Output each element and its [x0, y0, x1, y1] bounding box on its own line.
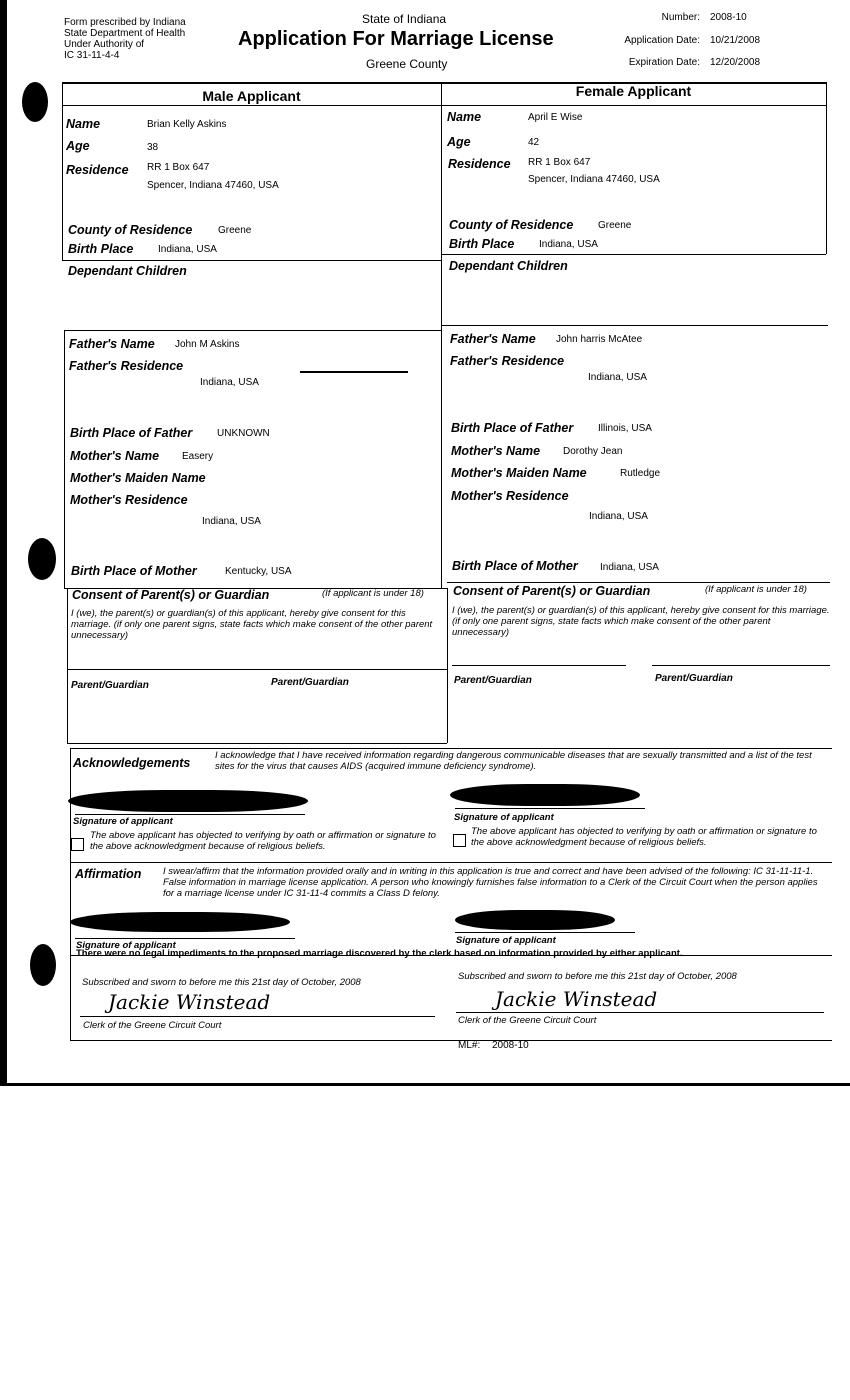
acknowledgements-text: I acknowledge that I have received information regarding dangerous communicable diseases that are sexually transmitted and a list of the test sites for the virus that causes AIDS (acquired immune deficiency syndrome).: [215, 750, 812, 772]
female-parent-guardian-label-2: Parent/Guardian: [655, 673, 733, 684]
male-consent-heading: Consent of Parent(s) or Guardian: [72, 588, 270, 602]
punch-hole-middle: [28, 538, 56, 580]
prescribed-by: [64, 17, 186, 61]
male-consent-text: I (we), the parent(s) or guardian(s) of this applicant, hereby give consent for this marriage. (if only one parent signs, state facts which make consent of the other parent unnecessary): [71, 608, 433, 641]
female-birth-place-father-label: Birth Place of Father: [451, 421, 574, 435]
page-bottom-rule: [0, 1083, 850, 1086]
male-affirm-signature-redacted: [70, 912, 290, 932]
number-label: Number:: [661, 12, 700, 23]
acknowledgement-top-rule: [70, 748, 832, 749]
expiration-date-label: Expiration Date:: [628, 57, 700, 68]
female-ack-signature-redacted: [450, 784, 640, 806]
male-applicant-heading: Male Applicant: [202, 88, 301, 104]
no-impediments-text: There were no legal impediments to the proposed marriage discovered by the clerk based on information provided by either applicant.: [76, 948, 683, 959]
female-affirm-signature-line: [455, 932, 635, 933]
form-title: Application For Marriage License: [238, 28, 554, 50]
female-parent-guardian-rule-1: [452, 665, 626, 666]
male-parent-guardian-label-1: Parent/Guardian: [71, 680, 149, 691]
number-value: 2008-10: [710, 12, 747, 23]
female-fathers-residence-label: Father's Residence: [450, 354, 565, 368]
female-mothers-residence-value: Indiana, USA: [589, 511, 648, 522]
male-mothers-name-label: Mother's Name: [70, 449, 160, 463]
male-clerk-label: Clerk of the Greene Circuit Court: [83, 1020, 222, 1031]
column-divider: [441, 82, 442, 588]
female-residence-line1: RR 1 Box 647: [528, 157, 591, 168]
male-residence-label: Residence: [66, 163, 129, 177]
application-date-label: Application Date:: [624, 35, 700, 46]
right-border: [826, 82, 827, 254]
male-name-label: Name: [66, 117, 101, 131]
male-birth-place-value: Indiana, USA: [158, 244, 217, 255]
prescribed-line: Under Authority of: [64, 39, 145, 50]
female-fathers-residence-value: Indiana, USA: [588, 372, 647, 383]
male-name-value: Brian Kelly Askins: [147, 119, 227, 130]
female-mothers-residence-label: Mother's Residence: [451, 489, 569, 503]
prescribed-line: Form prescribed by Indiana: [64, 17, 186, 28]
male-consent-under18: (If applicant is under 18): [322, 588, 424, 599]
female-age-value: 42: [528, 137, 540, 148]
female-name-value: April E Wise: [528, 112, 583, 123]
female-objected-checkbox[interactable]: [453, 834, 466, 847]
male-residence-line1: RR 1 Box 647: [147, 162, 210, 173]
female-parent-guardian-rule-2: [652, 665, 830, 666]
female-mothers-name-label: Mother's Name: [451, 444, 541, 458]
left-border-mid: [64, 330, 65, 588]
male-clerk-line: [80, 1016, 435, 1017]
female-objected-text: The above applicant has objected to verifying by oath or affirmation or signature to the above acknowledgment because of religious beliefs.: [471, 826, 817, 848]
male-birth-place-mother-label: Birth Place of Mother: [71, 564, 197, 578]
ml-number-value: 2008-10: [492, 1040, 529, 1051]
female-clerk-signature: Jackie Winstead: [495, 987, 658, 1011]
acknowledgements-heading: Acknowledgements: [73, 756, 191, 770]
female-clerk-line: [456, 1012, 824, 1013]
female-applicant-heading: Female Applicant: [575, 83, 692, 99]
left-border-lower: [70, 748, 71, 1040]
female-parent-guardian-label-1: Parent/Guardian: [454, 675, 532, 686]
male-ack-signature-label: Signature of applicant: [73, 816, 173, 827]
male-fathers-residence-label: Father's Residence: [69, 359, 184, 373]
female-ack-signature-line: [455, 808, 645, 809]
female-ack-signature-label: Signature of applicant: [454, 812, 554, 823]
male-dependant-children-label: Dependant Children: [68, 264, 187, 278]
female-birth-place-label: Birth Place: [449, 237, 515, 251]
male-county-label: County of Residence: [68, 223, 193, 237]
scan-edge: [0, 0, 7, 1085]
male-children-rule: [62, 260, 441, 261]
male-birth-place-mother-value: Kentucky, USA: [225, 566, 292, 577]
female-mothers-name-value: Dorothy Jean: [563, 446, 623, 457]
male-fathers-name-value: John M Askins: [175, 339, 240, 350]
prescribed-line: IC 31-11-4-4: [64, 50, 120, 61]
female-birth-place-mother-label: Birth Place of Mother: [452, 559, 578, 573]
male-birth-place-label: Birth Place: [68, 242, 134, 256]
female-clerk-label: Clerk of the Greene Circuit Court: [458, 1015, 597, 1026]
affirmation-top-rule: [70, 862, 832, 863]
male-affirm-signature-line: [75, 938, 295, 939]
male-fathers-name-label: Father's Name: [69, 337, 155, 351]
female-birth-place-father-value: Illinois, USA: [598, 423, 652, 434]
male-residence-line2: Spencer, Indiana 47460, USA: [147, 180, 279, 191]
bottom-rule: [70, 1040, 832, 1041]
ml-number-label: ML#:: [458, 1040, 481, 1051]
female-dependant-children-label: Dependant Children: [449, 259, 568, 273]
male-mothers-residence-label: Mother's Residence: [70, 493, 188, 507]
male-birth-place-father-value: UNKNOWN: [217, 428, 270, 439]
male-mothers-residence-value: Indiana, USA: [202, 516, 261, 527]
male-objected-checkbox[interactable]: [71, 838, 84, 851]
male-ack-signature-line: [75, 814, 305, 815]
male-age-value: 38: [147, 142, 159, 153]
female-residence-label: Residence: [448, 157, 511, 171]
state-name: State of Indiana: [362, 12, 447, 26]
male-parent-guardian-rule: [67, 669, 447, 670]
male-objected-text: The above applicant has objected to verifying by oath or affirmation or signature to the above acknowledgment because of religious beliefs.: [90, 830, 436, 852]
female-birth-place-mother-value: Indiana, USA: [600, 562, 659, 573]
punch-hole-top: [22, 82, 48, 122]
female-parents-rule: [441, 325, 828, 326]
female-county-value: Greene: [598, 220, 632, 231]
column-heading-rule: [62, 105, 826, 106]
female-mothers-maiden-label: Mother's Maiden Name: [451, 466, 587, 480]
female-consent-under18: (If applicant is under 18): [705, 584, 807, 595]
female-age-label: Age: [447, 135, 471, 149]
expiration-date-value: 12/20/2008: [710, 57, 761, 68]
punch-hole-bottom: [30, 944, 56, 986]
male-mothers-maiden-label: Mother's Maiden Name: [70, 471, 206, 485]
female-residence-line2: Spencer, Indiana 47460, USA: [528, 174, 660, 185]
male-age-label: Age: [66, 139, 90, 153]
prescribed-line: State Department of Health: [64, 28, 186, 39]
female-children-rule: [441, 254, 826, 255]
male-ack-signature-redacted: [68, 790, 308, 812]
left-border-consent: [67, 588, 68, 743]
application-date-value: 10/21/2008: [710, 35, 761, 46]
male-affirm-signature-label: Signature of applicant: [76, 940, 176, 951]
column-divider-lower: [447, 588, 448, 743]
male-mothers-name-value: Easery: [182, 451, 214, 462]
male-fathers-residence-value: Indiana, USA: [200, 377, 259, 388]
female-county-label: County of Residence: [449, 218, 574, 232]
male-clerk-signature: Jackie Winstead: [108, 990, 271, 1014]
female-sworn-text: Subscribed and sworn to before me this 21st day of October, 2008: [458, 971, 737, 982]
consent-bottom-rule: [67, 743, 447, 744]
female-mothers-maiden-value: Rutledge: [620, 468, 661, 479]
redaction-mark: [300, 371, 408, 373]
female-consent-rule: [447, 582, 830, 583]
female-affirm-signature-label: Signature of applicant: [456, 935, 556, 946]
female-fathers-name-value: John harris McAtee: [556, 334, 643, 345]
female-consent-heading: Consent of Parent(s) or Guardian: [453, 584, 651, 598]
male-parent-guardian-label-2: Parent/Guardian: [271, 677, 349, 688]
female-fathers-name-label: Father's Name: [450, 332, 536, 346]
male-sworn-text: Subscribed and sworn to before me this 21st day of October, 2008: [82, 977, 361, 988]
female-birth-place-value: Indiana, USA: [539, 239, 598, 250]
affirmation-text: I swear/affirm that the information provided orally and in writing in this application is true and correct and have been advised of the following: IC 31-11-11-1. False information in marriage license application. A person who knowingly furnishes false information to a Clerk of the Circuit Court when the person applies for a marriage license under IC 31-11-4 commits a Class D felony.: [163, 866, 818, 899]
female-affirm-signature-redacted: [455, 910, 615, 930]
county-name: Greene County: [366, 57, 448, 71]
affirmation-heading: Affirmation: [75, 867, 142, 881]
male-birth-place-father-label: Birth Place of Father: [70, 426, 193, 440]
male-county-value: Greene: [218, 225, 252, 236]
male-parents-rule: [64, 330, 441, 331]
female-name-label: Name: [447, 110, 482, 124]
female-consent-text: I (we), the parent(s) or guardian(s) of this applicant, hereby give consent for this marriage. (if only one parent signs, state facts which make consent of the other parent unnecessary): [452, 605, 830, 638]
left-border: [62, 82, 63, 260]
